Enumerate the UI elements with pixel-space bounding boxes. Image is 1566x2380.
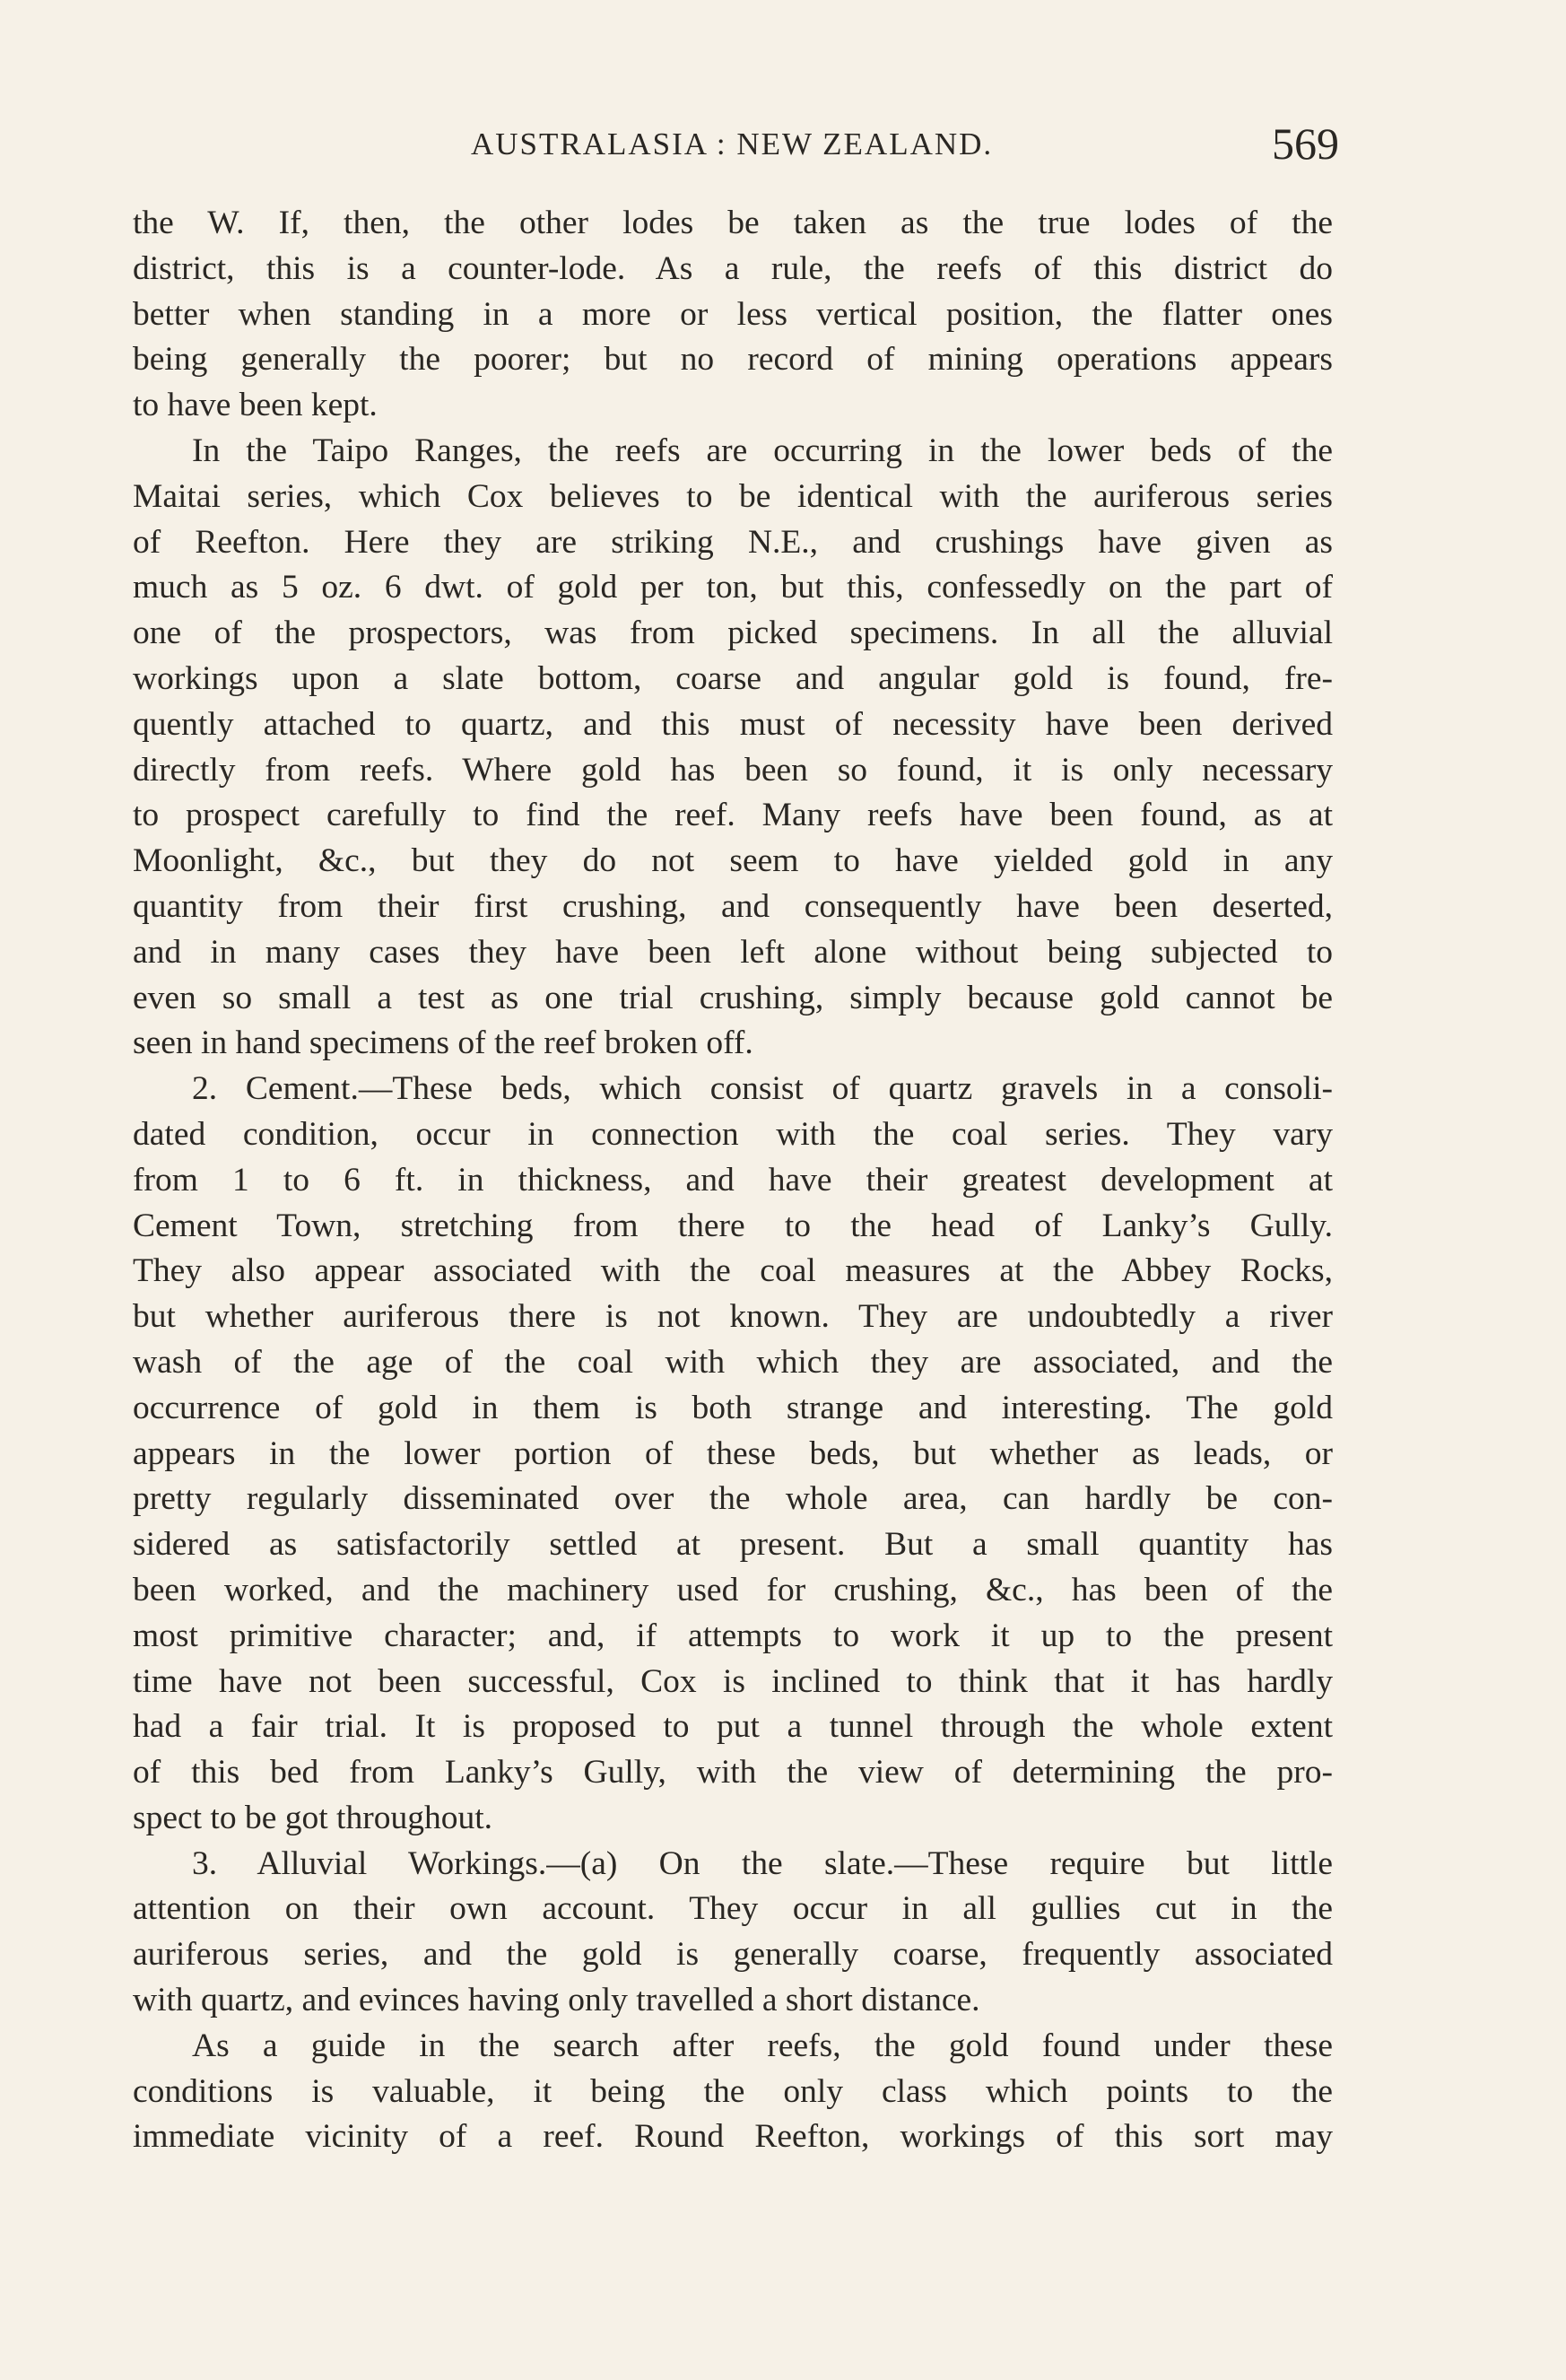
- paragraph-5: [133, 2024, 1333, 2160]
- text-line: 2. Cement.—These beds, which consist of quartz gravels in a consoli-: [192, 1070, 1333, 1108]
- text-line: most primitive character; and, if attempts to work it up to the present: [133, 1617, 1333, 1654]
- text-line: being generally the poorer; but no record of mining operations appears: [133, 341, 1333, 379]
- body-text: [133, 201, 1333, 2160]
- text-line: attention on their own account. They occur in all gullies cut in the: [133, 1890, 1333, 1928]
- text-line: to have been kept.: [133, 387, 378, 424]
- text-line: dated condition, occur in connection with the coal series. They vary: [133, 1115, 1333, 1153]
- text-line: quantity from their first crushing, and consequently have been deserted,: [133, 887, 1333, 925]
- text-line: district, this is a counter-lode. As a rule, the reefs of this district do: [133, 249, 1333, 287]
- text-line: from 1 to 6 ft. in thickness, and have their greatest development at: [133, 1161, 1333, 1199]
- text-line: directly from reefs. Where gold has been so found, it is only necessary: [133, 751, 1333, 789]
- text-line: of this bed from Lanky’s Gully, with the view of determining the pro-: [133, 1754, 1333, 1792]
- text-line: occurrence of gold in them is both strange and interesting. The gold: [133, 1389, 1333, 1426]
- paragraph-3: [133, 1067, 1333, 1842]
- text-line: even so small a test as one trial crushing, simply because gold cannot be: [133, 979, 1333, 1016]
- text-line: They also appear associated with the coal measures at the Abbey Rocks,: [133, 1252, 1333, 1290]
- text-line: In the Taipo Ranges, the reefs are occurring in the lower beds of the: [192, 432, 1333, 469]
- text-line: much as 5 oz. 6 dwt. of gold per ton, but this, confessedly on the part of: [133, 569, 1333, 606]
- text-line: had a fair trial. It is proposed to put a tunnel through the whole extent: [133, 1708, 1333, 1746]
- text-line: 3. Alluvial Workings.—(a) On the slate.—These require but little: [192, 1844, 1333, 1882]
- text-line: better when standing in a more or less vertical position, the flatter ones: [133, 295, 1333, 333]
- text-line: and in many cases they have been left alone without being subjected to: [133, 933, 1333, 971]
- text-line: immediate vicinity of a reef. Round Reefton, workings of this sort may: [133, 2118, 1333, 2156]
- text-line: time have not been successful, Cox is inclined to think that it has hardly: [133, 1662, 1333, 1700]
- text-line: auriferous series, and the gold is generally coarse, frequently associated: [133, 1936, 1333, 1974]
- text-line: of Reefton. Here they are striking N.E., and crushings have given as: [133, 523, 1333, 561]
- text-line: wash of the age of the coal with which they are associated, and the: [133, 1343, 1333, 1381]
- text-line: to prospect carefully to find the reef. Many reefs have been found, as at: [133, 797, 1333, 834]
- paragraph-1: [133, 201, 1333, 429]
- page-number: 569: [1272, 118, 1339, 169]
- text-line: conditions is valuable, it being the only class which points to the: [133, 2072, 1333, 2110]
- text-line: As a guide in the search after reefs, the gold found under these: [192, 2027, 1333, 2064]
- paragraph-2: [133, 429, 1333, 1067]
- paragraph-4: [133, 1842, 1333, 2024]
- text-line: seen in hand specimens of the reef broken off.: [133, 1024, 753, 1062]
- text-line: pretty regularly disseminated over the whole area, can hardly be con-: [133, 1480, 1333, 1518]
- text-line: Moonlight, &c., but they do not seem to have yielded gold in any: [133, 842, 1333, 880]
- text-line: the W. If, then, the other lodes be taken as the true lodes of the: [133, 205, 1333, 241]
- text-line: spect to be got throughout.: [133, 1799, 492, 1836]
- text-line: Cement Town, stretching from there to the head of Lanky’s Gully.: [133, 1207, 1333, 1244]
- text-line: sidered as satisfactorily settled at present. But a small quantity has: [133, 1526, 1333, 1564]
- running-title: AUSTRALASIA : NEW ZEALAND.: [471, 126, 994, 161]
- text-line: been worked, and the machinery used for crushing, &c., has been of the: [133, 1571, 1333, 1608]
- text-line: workings upon a slate bottom, coarse and angular gold is found, fre-: [133, 659, 1333, 697]
- text-line: Maitai series, which Cox believes to be identical with the auriferous series: [133, 477, 1333, 515]
- text-line: but whether auriferous there is not known. They are undoubtedly a river: [133, 1298, 1333, 1336]
- running-head: [0, 118, 1566, 169]
- text-line: with quartz, and evinces having only travelled a short distance.: [133, 1982, 980, 2019]
- text-line: quently attached to quartz, and this must of necessity have been derived: [133, 705, 1333, 743]
- text-line: one of the prospectors, was from picked specimens. In all the alluvial: [133, 615, 1333, 652]
- text-line: appears in the lower portion of these beds, but whether as leads, or: [133, 1434, 1333, 1472]
